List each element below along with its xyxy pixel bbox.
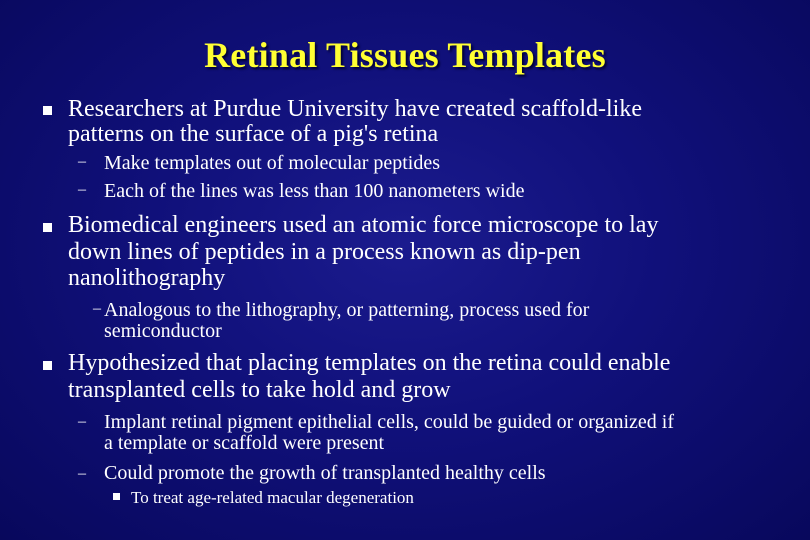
- bullet-2-sub-1-line-2: semiconductor: [104, 320, 222, 342]
- bullet-square-icon: [113, 493, 120, 500]
- dash-icon: –: [93, 300, 101, 317]
- bullet-3-line-1: Hypothesized that placing templates on the retina could enable: [68, 350, 671, 376]
- dash-icon: –: [78, 181, 86, 198]
- bullet-1-line-2: patterns on the surface of a pig's retina: [68, 121, 439, 147]
- bullet-1-line-1: Researchers at Purdue University have created scaffold-like: [68, 96, 642, 122]
- bullet-3-line-2: transplanted cells to take hold and grow: [68, 377, 451, 403]
- bullet-3-sub-1-line-2: a template or scaffold were present: [104, 432, 385, 454]
- bullet-1-sub-1: Make templates out of molecular peptides: [104, 152, 441, 174]
- bullet-3-sub-2: Could promote the growth of transplanted healthy cells: [104, 462, 546, 484]
- bullet-3-sub-2-sub-1: To treat age-related macular degeneration: [131, 488, 414, 507]
- bullet-1-sub-2: Each of the lines was less than 100 nanometers wide: [104, 180, 525, 202]
- bullet-square-icon: [43, 223, 52, 232]
- bullet-2-line-3: nanolithography: [68, 265, 226, 291]
- bullet-square-icon: [43, 361, 52, 370]
- bullet-square-icon: [43, 106, 52, 115]
- bullet-3-sub-1-line-1: Implant retinal pigment epithelial cells, could be guided or organized if: [104, 411, 675, 433]
- slide-title: Retinal Tissues Templates: [204, 35, 606, 75]
- bullet-2-sub-1-line-1: Analogous to the lithography, or patterning, process used for: [104, 299, 590, 321]
- bullet-2-line-2: down lines of peptides in a process known as dip-pen: [68, 239, 581, 265]
- dash-icon: –: [78, 465, 86, 482]
- bullet-2-line-1: Biomedical engineers used an atomic force microscope to lay: [68, 212, 659, 238]
- dash-icon: –: [78, 413, 86, 430]
- dash-icon: –: [78, 153, 86, 170]
